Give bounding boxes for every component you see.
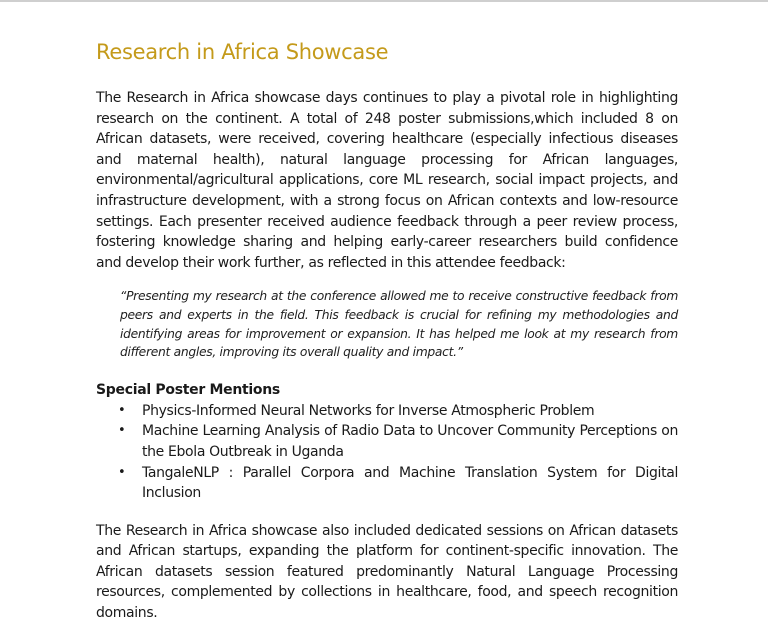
closing-paragraph: The Research in Africa showcase also included dedicated sessions on African datasets and African startups, expanding the platform for continent-specific innovation. The African datasets session featured predominantly Natural Language Processing resources, complemented by collections in healthcare, food, and speech recognition domains. [96, 522, 678, 622]
intro-paragraph: The Research in Africa showcase days continues to play a pivotal role in highlighting research on the continent. A total of 248 poster submissions,which included 8 on African datasets, were received, covering healthcare (especially infectious diseases and maternal health), natural language processing for African languages, environmental/agricultural applications, core ML research, social impact projects, and infrastructure development, with a strong focus on African contexts and low-resource settings. Each presenter received audience feedback through a peer review process, fostering knowledge sharing and helping early-career researchers build confidence and develop their work further, as reflected in this attendee feedback: [96, 90, 678, 271]
list-item [118, 463, 678, 504]
mentions-list [96, 401, 678, 504]
section-heading: Research in Africa Showcase [96, 40, 389, 64]
list-item-text: Machine Learning Analysis of Radio Data to Uncover Community Perceptions on the Ebola Outbreak in Uganda [142, 423, 678, 460]
bullet-icon: • [118, 464, 126, 480]
mentions-title: Special Poster Mentions [96, 381, 280, 398]
bullet-icon: • [118, 423, 126, 439]
list-item [118, 401, 678, 422]
list-item [118, 421, 678, 462]
attendee-quote: “Presenting my research at the conference allowed me to receive constructive feedback from peers and experts in the field. This feedback is crucial for refining my methodologies and identifying areas for improvement or expansion. It has helped me look at my research from different angles, improving its overall quality and impact.” [120, 289, 678, 360]
list-item-text: TangaleNLP : Parallel Corpora and Machine Translation System for Digital Inclusion [142, 464, 678, 502]
document-content [96, 38, 678, 624]
bullet-icon: • [118, 402, 126, 418]
list-item-text: Physics-Informed Neural Networks for Inverse Atmospheric Problem [142, 402, 595, 419]
page-top-edge [0, 0, 768, 2]
